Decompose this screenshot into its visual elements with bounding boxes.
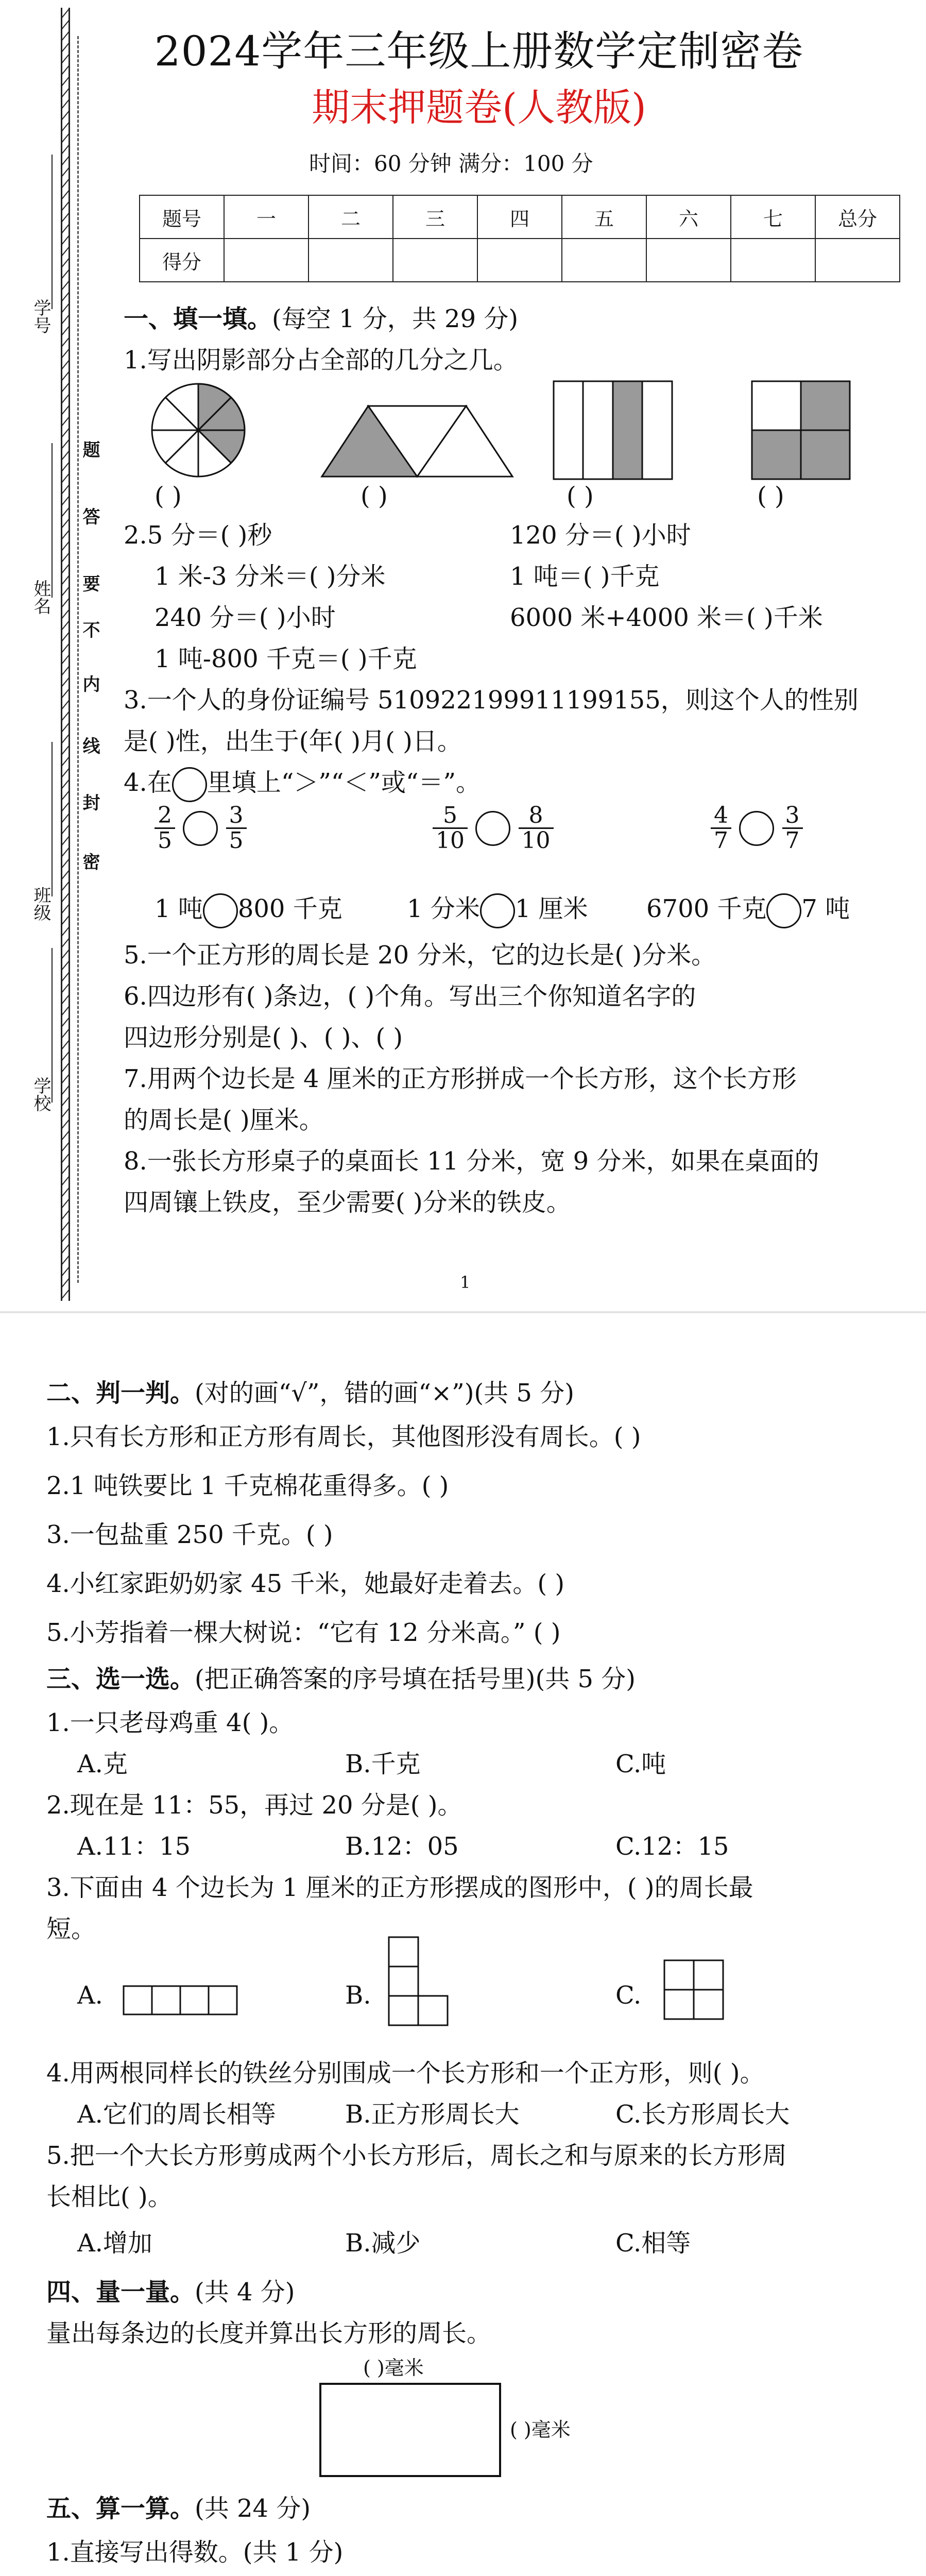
seal-text-8: 密 — [79, 853, 100, 870]
measure-rectangle — [319, 2383, 501, 2477]
figure-quartered-square — [749, 379, 852, 482]
s3-q5-line2: 长相比( )。 — [46, 2182, 173, 2211]
unit-left: 1 吨 — [155, 894, 203, 923]
s3-q4-opt-b[interactable]: B.正方形周长大 — [345, 2100, 520, 2129]
figure-striped-rectangle — [551, 379, 675, 482]
unit-compare-1 — [155, 889, 342, 928]
school-line[interactable] — [52, 948, 53, 1103]
score-cell: 四 — [477, 195, 562, 239]
frac-compare-2 — [433, 804, 554, 853]
section2-note: (对的画“√”，错的画“×”)(共 5 分) — [195, 1379, 574, 1408]
s1-q2-a: 2.5 分＝( )秒 — [124, 521, 272, 550]
compare-circle[interactable] — [183, 811, 218, 846]
fraction: $\frac{2}{5}$ — [155, 804, 175, 853]
s3-q5-line1: 5.把一个大长方形剪成两个小长方形后，周长之和与原来的长方形周 — [46, 2141, 787, 2170]
score-table-score-row — [140, 239, 900, 282]
score-input-cell[interactable] — [224, 239, 308, 282]
name-label: 姓名 — [30, 580, 51, 615]
score-table — [139, 195, 900, 282]
s3-q4: 4.用两根同样长的铁丝分别围成一个长方形和一个正方形，则( )。 — [46, 2059, 765, 2088]
score-table-header-row — [140, 195, 900, 239]
time-info: 时间：60 分钟 满分：100 分 — [309, 151, 593, 176]
s1-q2-d: 1 吨＝( )千克 — [510, 562, 660, 591]
fraction: $\frac{3}{5}$ — [226, 804, 247, 853]
s3-q2-opt-c[interactable]: C.12：15 — [615, 1832, 729, 1861]
score-cell: 总分 — [815, 195, 900, 239]
s3-q5-opt-c[interactable]: C.相等 — [615, 2229, 691, 2258]
compare-circle[interactable] — [480, 893, 515, 928]
s4-top-label[interactable]: ( )毫米 — [363, 2357, 424, 2379]
unit-left: 6700 千克 — [646, 894, 767, 923]
section2-title: 二、判一判。 — [46, 1379, 195, 1408]
s3-q3-opt-a[interactable]: A. — [77, 1981, 103, 2010]
s3-q4-opt-a[interactable]: A.它们的周长相等 — [77, 2100, 276, 2129]
s3-q2-opt-b[interactable]: B.12：05 — [345, 1832, 459, 1861]
score-input-cell[interactable] — [562, 239, 646, 282]
s4-side-label[interactable]: ( )毫米 — [510, 2418, 571, 2441]
score-row-label: 得分 — [140, 239, 224, 282]
school-label: 学校 — [30, 1077, 51, 1112]
s2-item-2: 2.1 吨铁要比 1 千克棉花重得多。( ) — [46, 1471, 449, 1500]
section1-title: 一、填一填。 — [124, 304, 272, 333]
seal-text-6: 线 — [79, 737, 100, 754]
figure-pie-circle — [149, 381, 247, 479]
s3-q5-opt-b[interactable]: B.减少 — [345, 2229, 421, 2258]
section5-heading — [46, 2488, 311, 2524]
section1-heading — [124, 299, 518, 334]
score-cell: 一 — [224, 195, 308, 239]
s1-q5: 5.一个正方形的周长是 20 分米，它的边长是( )分米。 — [124, 941, 716, 970]
name-line[interactable] — [52, 443, 53, 598]
score-cell: 二 — [308, 195, 393, 239]
unit-right: 7 吨 — [801, 894, 850, 923]
seal-text-5: 内 — [79, 675, 100, 692]
s2-item-3: 3.一包盐重 250 千克。( ) — [46, 1520, 333, 1549]
section5-title: 五、算一算。 — [46, 2494, 195, 2523]
section4-title: 四、量一量。 — [46, 2278, 195, 2307]
s1-q2-f: 6000 米+4000 米＝( )千米 — [510, 603, 823, 632]
q1-blank-4[interactable]: ( ) — [757, 482, 784, 511]
compare-circle[interactable] — [766, 893, 801, 928]
compare-circle[interactable] — [203, 893, 238, 928]
score-input-cell[interactable] — [477, 239, 562, 282]
s3-q3-opt-b[interactable]: B. — [345, 1981, 371, 2010]
s3-q1-opt-b[interactable]: B.千克 — [345, 1750, 421, 1778]
student-id-label: 学号 — [30, 299, 51, 334]
score-cell: 六 — [646, 195, 731, 239]
score-input-cell[interactable] — [731, 239, 815, 282]
unit-compare-2 — [407, 889, 588, 928]
page-number: 1 — [460, 1273, 471, 1292]
frac-compare-3 — [711, 804, 803, 853]
s1-q4 — [124, 762, 481, 802]
q1-blank-2[interactable]: ( ) — [361, 482, 388, 511]
s1-q6-line2: 四边形分别是( )、( )、( ) — [124, 1023, 403, 1052]
s3-q2: 2.现在是 11：55，再过 20 分是( )。 — [46, 1791, 462, 1820]
section1-note: (每空 1 分，共 29 分) — [272, 304, 519, 333]
unit-right: 1 厘米 — [515, 894, 588, 923]
q1-blank-1[interactable]: ( ) — [155, 482, 182, 511]
seal-text-7: 封 — [79, 793, 100, 811]
s3-q1-opt-c[interactable]: C.吨 — [615, 1750, 666, 1778]
s1-q7-line2: 的周长是( )厘米。 — [124, 1106, 324, 1134]
figure-option-a-row-squares — [121, 1981, 239, 2017]
s4-instruction: 量出每条边的长度并算出长方形的周长。 — [46, 2319, 492, 2348]
exam-title: 2024学年三年级上册数学定制密卷 — [154, 27, 804, 75]
s3-q3-opt-c[interactable]: C. — [615, 1981, 642, 2010]
score-cell: 三 — [393, 195, 477, 239]
binding-dashed-line — [77, 36, 79, 1283]
q4-prefix: 4.在 — [124, 768, 172, 797]
figure-trapezoid — [319, 402, 515, 479]
fraction: $\frac{4}{7}$ — [711, 804, 731, 853]
class-line[interactable] — [52, 742, 53, 896]
seal-text-2: 答 — [79, 507, 100, 525]
s3-q1: 1.一只老母鸡重 4( )。 — [46, 1708, 294, 1737]
exam-subtitle: 期末押题卷(人教版) — [312, 86, 646, 130]
score-cell: 七 — [731, 195, 815, 239]
s3-q3-line2: 短。 — [46, 1914, 96, 1943]
binding-hatch — [61, 8, 70, 1301]
s3-q4-opt-c[interactable]: C.长方形周长大 — [615, 2100, 790, 2129]
section3-note: (把正确答案的序号填在括号里)(共 5 分) — [195, 1665, 636, 1693]
score-input-cell[interactable] — [815, 239, 900, 282]
seal-text-1: 题 — [79, 440, 100, 458]
score-input-cell[interactable] — [308, 239, 393, 282]
compare-circle-icon — [172, 767, 207, 802]
s1-q3-line1: 3.一个人的身份证编号 510922199911199155，则这个人的性别 — [124, 686, 859, 715]
s1-q1: 1.写出阴影部分占全部的几分之几。 — [124, 346, 518, 375]
exam-page-2 — [0, 1311, 926, 2576]
q1-blank-3[interactable]: ( ) — [567, 482, 594, 511]
compare-circle[interactable] — [739, 811, 774, 846]
unit-right: 800 千克 — [237, 894, 342, 923]
figure-option-b-l-shape — [386, 1935, 453, 2032]
fraction: $\frac{5}{10}$ — [433, 804, 468, 853]
score-cell: 五 — [562, 195, 646, 239]
score-input-cell[interactable] — [393, 239, 477, 282]
unit-compare-3 — [646, 889, 850, 928]
figure-option-c-square — [662, 1958, 729, 2025]
s1-q2-g: 1 吨-800 千克＝( )千克 — [155, 645, 417, 673]
unit-left: 1 分米 — [407, 894, 480, 923]
score-cell: 题号 — [140, 195, 224, 239]
student-id-line[interactable] — [52, 155, 53, 309]
s1-q6-line1: 6.四边形有( )条边，( )个角。写出三个你知道名字的 — [124, 982, 696, 1011]
s3-q2-opt-a[interactable]: A.11：15 — [77, 1832, 191, 1861]
seal-text-3: 要 — [79, 574, 100, 592]
section5-note: (共 24 分) — [195, 2494, 311, 2523]
s1-q8-line2: 四周镶上铁皮，至少需要( )分米的铁皮。 — [124, 1188, 571, 1217]
s5-q1: 1.直接写出得数。(共 1 分) — [46, 2538, 344, 2567]
class-label: 班级 — [30, 886, 51, 921]
s1-q8-line1: 8.一张长方形桌子的桌面长 11 分米，宽 9 分米，如果在桌面的 — [124, 1147, 819, 1176]
s3-q5-opt-a[interactable]: A.增加 — [77, 2229, 152, 2258]
frac-compare-1 — [155, 804, 247, 853]
seal-text-4: 不 — [79, 621, 100, 638]
section2-heading — [46, 1373, 574, 1409]
s2-item-1: 1.只有长方形和正方形有周长，其他图形没有周长。( ) — [46, 1422, 641, 1451]
s2-item-4: 4.小红家距奶奶家 45 千米，她最好走着去。( ) — [46, 1569, 565, 1598]
score-input-cell[interactable] — [646, 239, 731, 282]
s1-q2-c: 1 米-3 分米＝( )分米 — [155, 562, 386, 591]
s1-q7-line1: 7.用两个边长是 4 厘米的正方形拼成一个长方形，这个长方形 — [124, 1064, 797, 1093]
fraction: $\frac{3}{7}$ — [782, 804, 803, 853]
section3-title: 三、选一选。 — [46, 1665, 195, 1693]
section3-heading — [46, 1659, 636, 1694]
compare-circle[interactable] — [475, 811, 510, 846]
s1-q2-b: 120 分＝( )小时 — [510, 521, 691, 550]
s1-q3-line2: 是( )性，出生于(年( )月( )日。 — [124, 727, 462, 756]
s3-q3-line1: 3.下面由 4 个边长为 1 厘米的正方形摆成的图形中，( )的周长最 — [46, 1873, 753, 1902]
fraction: $\frac{8}{10}$ — [519, 804, 554, 853]
s1-q2-e: 240 分＝( )小时 — [155, 603, 336, 632]
q4-suffix: 里填上“＞”“＜”或“＝”。 — [207, 768, 481, 797]
s3-q1-opt-a[interactable]: A.克 — [77, 1750, 128, 1778]
s2-item-5: 5.小芳指着一棵大树说：“它有 12 分米高。” ( ) — [46, 1618, 561, 1647]
section4-note: (共 4 分) — [195, 2278, 295, 2307]
section4-heading — [46, 2272, 295, 2308]
